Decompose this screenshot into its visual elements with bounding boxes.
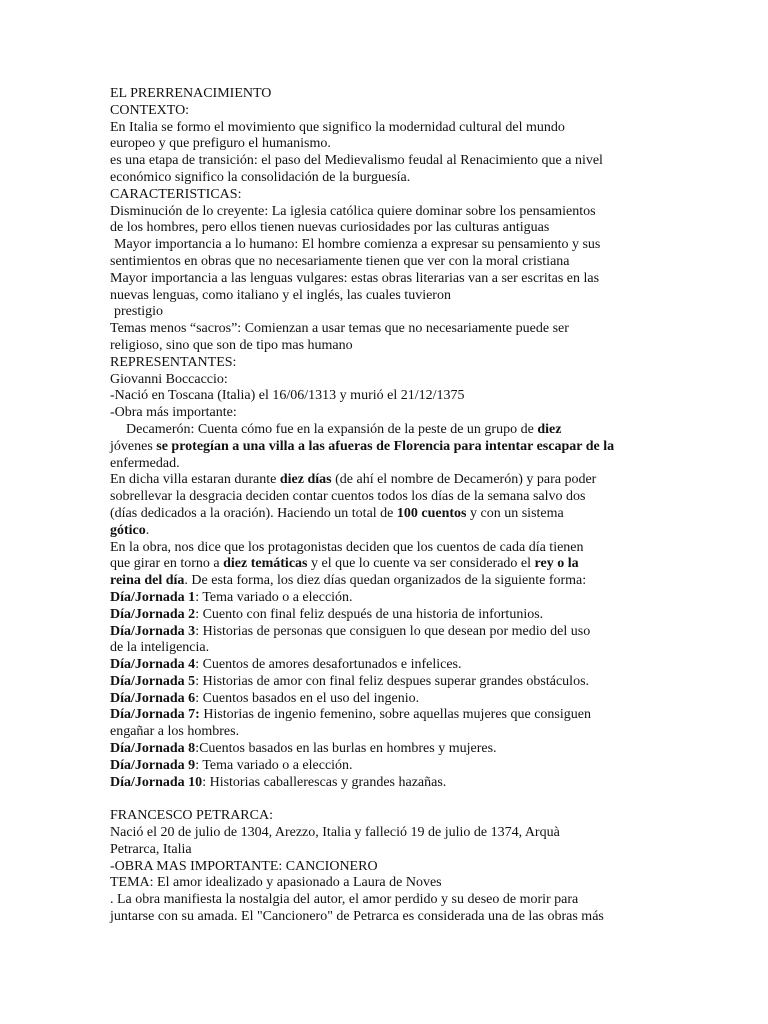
text-line [110, 254, 670, 271]
text-segment: En Italia se formo el movimiento que significo la modernidad cultural del mundo [110, 119, 565, 135]
bold-text: rey o la [534, 556, 579, 572]
text-line [110, 724, 670, 741]
text-segment: jóvenes [110, 438, 153, 454]
text-segment: : Cuentos de amores desafortunados e infelices. [195, 657, 462, 673]
text-line [110, 388, 670, 405]
text-segment: prestigio [114, 304, 163, 320]
text-segment: europeo y que prefiguro el humanismo. [110, 136, 331, 152]
text-segment: -OBRA MAS IMPORTANTE: CANCIONERO [110, 858, 378, 874]
text-segment: Mayor importancia a lo humano: El hombre comienza a expresar su pensamiento y sus [114, 237, 601, 253]
text-line [110, 540, 670, 557]
text-segment: CARACTERISTICAS: [110, 186, 242, 202]
text-segment: Nació el 20 de julio de 1304, Arezzo, Italia y falleció 19 de julio de 1374, Arquà [110, 825, 560, 841]
text-segment: Disminución de lo creyente: La iglesia católica quiere dominar sobre los pensamientos [110, 203, 596, 219]
text-segment: de la inteligencia. [110, 640, 210, 656]
text-line [110, 304, 670, 321]
text-line [110, 372, 670, 389]
bold-text: Día/Jornada 1 [110, 589, 196, 605]
text-line [110, 556, 670, 573]
text-line [110, 624, 670, 641]
bold-text: Día/Jornada 8 [110, 741, 196, 757]
text-line [110, 120, 670, 137]
text-segment: económico significo la consolidación de la burguesía. [110, 169, 411, 185]
text-line [110, 288, 670, 305]
text-segment: Historias de ingenio femenino, sobre aquellas mujeres que consiguen [199, 707, 591, 723]
text-line [110, 674, 670, 691]
text-segment: Temas menos “sacros”: Comienzan a usar temas que no necesariamente puede ser [110, 321, 569, 337]
text-line [110, 405, 670, 422]
text-line [110, 321, 670, 338]
bold-text: Día/Jornada 2 [110, 606, 196, 622]
text-line [110, 439, 670, 456]
text-segment: Mayor importancia a las lenguas vulgares: estas obras literarias van a ser escritas en las [110, 270, 600, 286]
text-segment: : Historias de amor con final feliz despues superar grandes obstáculos. [195, 673, 590, 689]
text-segment: (de ahí el nombre de Decamerón) y para poder [331, 472, 597, 488]
text-segment: En la obra, nos dice que los protagonistas deciden que los cuentos de cada día tienen [110, 539, 584, 555]
text-segment: sentimientos en obras que no necesariamente tienen que ver con la moral cristiana [110, 253, 570, 269]
text-line [110, 338, 670, 355]
text-line [110, 204, 670, 221]
bold-text: Día/Jornada 5 [110, 673, 196, 689]
text-line [110, 472, 670, 489]
text-line [110, 775, 670, 792]
bold-text: diez días [279, 472, 332, 488]
text-segment: nuevas lenguas, como italiano y el inglés, las cuales tuvieron [110, 287, 451, 303]
text-line [110, 355, 670, 372]
text-segment: y con un sistema [466, 505, 564, 521]
text-segment: : Cuentos basados en el uso del ingenio. [195, 690, 420, 706]
text-segment: FRANCESCO PETRARCA: [110, 808, 273, 824]
text-line [110, 607, 670, 624]
text-segment: Decamerón: Cuenta cómo fue en la expansión de la peste de un grupo de [126, 421, 538, 437]
text-segment: EL PRERRENACIMIENTO [110, 86, 272, 101]
text-line [110, 892, 670, 909]
text-segment: : Historias caballerescas y grandes hazañas. [202, 774, 447, 790]
text-line [110, 86, 670, 103]
text-line [110, 187, 670, 204]
bold-text: Día/Jornada 9 [110, 757, 196, 773]
text-line [110, 859, 670, 876]
text-line [110, 842, 670, 859]
text-segment: TEMA: El amor idealizado y apasionado a Laura de Noves [110, 875, 442, 891]
text-line [110, 271, 670, 288]
text-line [110, 573, 670, 590]
text-segment: REPRESENTANTES: [110, 354, 237, 370]
text-line [110, 590, 670, 607]
text-line [110, 825, 670, 842]
text-segment: : Cuento con final feliz después de una historia de infortunios. [195, 606, 544, 622]
text-segment: de los hombres, pero ellos tienen nuevas curiosidades por las culturas antiguas [110, 220, 550, 236]
text-segment: Giovanni Boccaccio: [110, 371, 228, 387]
text-line [110, 456, 670, 473]
text-line [110, 808, 670, 825]
bold-text: Día/Jornada 4 [110, 657, 196, 673]
text-segment: juntarse con su amada. El "Cancionero" de Petrarca es considerada una de las obras más [110, 909, 604, 925]
text-segment: -Obra más importante: [110, 405, 237, 421]
text-line [110, 220, 670, 237]
text-segment: . De esta forma, los diez días quedan organizados de la siguiente forma: [184, 573, 587, 589]
bold-text: 100 cuentos [396, 505, 467, 521]
text-line [110, 523, 670, 540]
text-line [110, 170, 670, 187]
text-segment: : Tema variado o a elección. [195, 589, 353, 605]
text-segment: religioso, sino que son de tipo mas humano [110, 337, 353, 353]
text-segment: (días dedicados a la oración). Haciendo un total de [110, 505, 397, 521]
text-line [110, 707, 670, 724]
text-line [110, 875, 670, 892]
text-segment: -Nació en Toscana (Italia) el 16/06/1313 y murió el 21/12/1375 [110, 388, 465, 404]
text-segment: :Cuentos basados en las burlas en hombres y mujeres. [195, 741, 497, 757]
text-line [110, 657, 670, 674]
bold-text: Día/Jornada 6 [110, 690, 196, 706]
text-segment: sobrellevar la desgracia deciden contar cuentos todos los días de la semana salvo dos [110, 489, 586, 505]
text-segment: enfermedad. [110, 455, 180, 471]
bold-text: reina del día [110, 573, 185, 589]
text-line [110, 909, 670, 926]
text-line [110, 691, 670, 708]
text-line [110, 136, 670, 153]
text-segment: CONTEXTO: [110, 102, 190, 118]
text-line [110, 506, 670, 523]
text-segment: y el que lo cuente va ser considerado el [307, 556, 535, 572]
text-line [110, 153, 670, 170]
text-line [110, 640, 670, 657]
text-line [110, 422, 670, 439]
text-segment: . [145, 522, 150, 538]
text-segment: : Historias de personas que consiguen lo que desean por medio del uso [195, 623, 591, 639]
text-segment: En dicha villa estaran durante [110, 472, 280, 488]
text-segment: : Tema variado o a elección. [195, 757, 353, 773]
text-line [110, 791, 670, 808]
text-segment: es una etapa de transición: el paso del Medievalismo feudal al Renacimiento que a nivel [110, 153, 603, 169]
bold-text: Día/Jornada 7: [110, 707, 200, 723]
text-segment: Petrarca, Italia [110, 841, 192, 857]
bold-text: diez [537, 421, 562, 437]
bold-text: se protegían a una villa a las afueras de Florencia para intentar escapar de la [152, 438, 615, 454]
bold-text: Día/Jornada 3 [110, 623, 196, 639]
text-segment: . La obra manifiesta la nostalgia del autor, el amor perdido y su deseo de morir para [110, 892, 579, 908]
text-segment: que girar en torno a [110, 556, 224, 572]
text-line [110, 758, 670, 775]
text-line [110, 489, 670, 506]
bold-text: gótico [110, 522, 146, 538]
bold-text: diez temáticas [223, 556, 308, 572]
text-line [110, 237, 670, 254]
bold-text: Día/Jornada 10 [110, 774, 203, 790]
text-line [110, 103, 670, 120]
text-line [110, 741, 670, 758]
text-segment: engañar a los hombres. [110, 724, 240, 740]
